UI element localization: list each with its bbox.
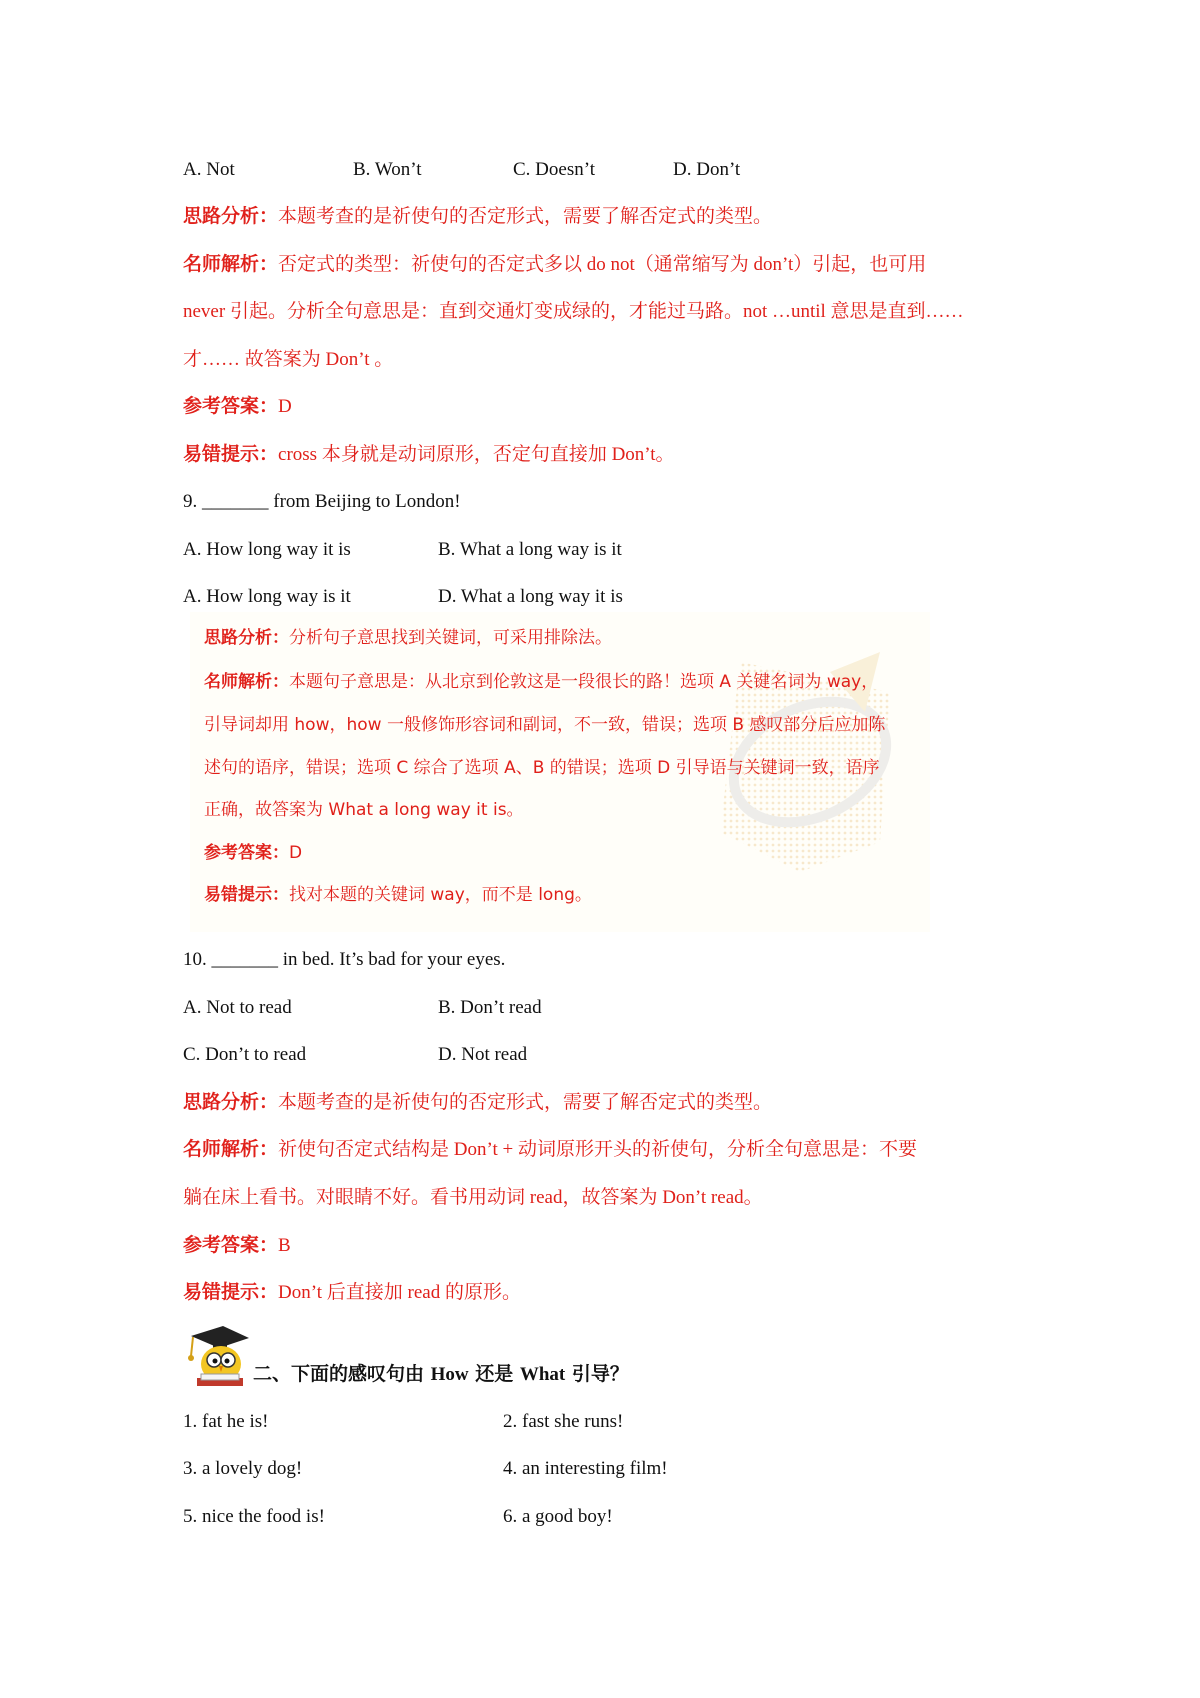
q10-explain-line-2: 躺在床上看书。对眼睛不好。看书用动词 read，故答案为 Don’t read。 bbox=[183, 1187, 763, 1208]
q8-analysis-text: 本题考查的是祈使句的否定形式，需要了解否定式的类型。 bbox=[278, 206, 773, 227]
q9-option-d: D. What a long way it is bbox=[438, 586, 623, 607]
graduation-cap-owl-icon bbox=[183, 1322, 249, 1392]
q10-answer bbox=[183, 1234, 1023, 1258]
q8-answer bbox=[183, 395, 1023, 419]
q9-tip-text: 找对本题的关键词 way，而不是 long。 bbox=[289, 885, 592, 905]
q9-answer-label: 参考答案： bbox=[204, 843, 289, 863]
q10-option-c: C. Don’t to read bbox=[183, 1044, 307, 1065]
q9-option-c: A. How long way is it bbox=[183, 586, 351, 607]
q9-analysis-text: 分析句子意思找到关键词，可采用排除法。 bbox=[289, 628, 612, 648]
q8-explain-line-1: 否定式的类型：祈使句的否定式多以 do not（通常缩写为 don’t）引起，也可用 bbox=[278, 254, 927, 275]
q8-explain-line-2: never 引起。分析全句意思是：直到交通灯变成绿的，才能过马路。not …until 意思是直到…… bbox=[183, 301, 964, 322]
q9-explain bbox=[204, 670, 1044, 694]
q10-answer-label: 参考答案： bbox=[183, 1235, 279, 1256]
q9-answer bbox=[204, 841, 1044, 865]
q10-explain bbox=[183, 1138, 1023, 1162]
section-2-title-middle: 还是 bbox=[468, 1363, 520, 1385]
q10-option-b: B. Don’t read bbox=[438, 997, 542, 1018]
q10-analysis-text: 本题考查的是祈使句的否定形式，需要了解否定式的类型。 bbox=[278, 1092, 773, 1113]
q10-tip-label: 易错提示： bbox=[183, 1282, 279, 1303]
q8-tip bbox=[183, 443, 1023, 467]
q10-analysis-label: 思路分析： bbox=[183, 1092, 279, 1113]
q10-explain-label: 名师解析： bbox=[183, 1139, 279, 1160]
q9-stem: 9. _______ from Beijing to London! bbox=[183, 491, 461, 512]
q8-answer-value: D bbox=[278, 396, 292, 417]
q9-explain-line-2: 引导词却用 how，how 一般修饰形容词和副词，不一致，错误；选项 B 感叹部分后应加陈 bbox=[204, 715, 886, 735]
section-2-row-1 bbox=[183, 1410, 1023, 1434]
section-2-item-5: 5. nice the food is! bbox=[183, 1506, 325, 1527]
section-2-row-2 bbox=[183, 1457, 1023, 1481]
q9-tip bbox=[204, 883, 1044, 907]
q8-analysis-label: 思路分析： bbox=[183, 206, 279, 227]
q9-options-row-1 bbox=[183, 538, 1023, 562]
q8-tip-text: cross 本身就是动词原形，否定句直接加 Don’t。 bbox=[278, 444, 675, 465]
q9-option-b: B. What a long way is it bbox=[438, 539, 622, 560]
q9-tip-label: 易错提示： bbox=[204, 885, 289, 905]
q10-explain-line-1: 祈使句否定式结构是 Don’t + 动词原形开头的祈使句，分析全句意思是：不要 bbox=[278, 1139, 917, 1160]
q8-explain-line-3: 才…… 故答案为 Don’t 。 bbox=[183, 349, 394, 370]
q10-stem: 10. _______ in bed. It’s bad for your eyes. bbox=[183, 949, 506, 970]
q8-option-b: B. Won’t bbox=[353, 159, 422, 180]
q8-tip-label: 易错提示： bbox=[183, 444, 279, 465]
q9-explain-line-3: 述句的语序，错误；选项 C 综合了选项 A、B 的错误；选项 D 引导语与关键词一致，语序 bbox=[204, 758, 880, 778]
q10-option-a: A. Not to read bbox=[183, 997, 292, 1018]
q8-explain bbox=[183, 253, 1023, 277]
section-2-item-3: 3. a lovely dog! bbox=[183, 1458, 303, 1479]
q9-options-row-2 bbox=[183, 585, 1023, 609]
q9-explain-line-1: 本题句子意思是：从北京到伦敦这是一段很长的路！选项 A 关键名词为 way， bbox=[289, 672, 879, 692]
q9-explanation-image bbox=[190, 612, 930, 932]
section-2-item-6: 6. a good boy! bbox=[503, 1506, 613, 1527]
q9-explain-label: 名师解析： bbox=[204, 672, 289, 692]
section-2-row-3 bbox=[183, 1505, 1023, 1529]
q9-analysis bbox=[204, 626, 1044, 650]
section-2-title-prefix: 二、下面的感叹句由 bbox=[253, 1363, 431, 1385]
q8-explain-label: 名师解析： bbox=[183, 254, 279, 275]
section-2-heading bbox=[183, 1322, 883, 1392]
q10-options-row-1 bbox=[183, 996, 1023, 1020]
section-2-item-1: 1. fat he is! bbox=[183, 1411, 269, 1432]
q10-tip bbox=[183, 1281, 1023, 1305]
section-2-title-suffix: 引导？ bbox=[565, 1363, 629, 1385]
q10-tip-text: Don’t 后直接加 read 的原形。 bbox=[278, 1282, 521, 1303]
section-2-item-4: 4. an interesting film! bbox=[503, 1458, 668, 1479]
q9-explain-line-4: 正确，故答案为 What a long way it is。 bbox=[204, 800, 524, 820]
q8-analysis bbox=[183, 205, 1023, 229]
section-2-title-how: How bbox=[430, 1364, 469, 1385]
section-2-title bbox=[253, 1362, 1093, 1387]
q10-options-row-2 bbox=[183, 1043, 1023, 1067]
q8-option-a: A. Not bbox=[183, 159, 235, 180]
q10-option-d: D. Not read bbox=[438, 1044, 528, 1065]
q9-answer-value: D bbox=[289, 843, 303, 863]
q9-option-a: A. How long way it is bbox=[183, 539, 351, 560]
q8-options bbox=[183, 158, 1023, 182]
q8-option-d: D. Don’t bbox=[673, 159, 741, 180]
q8-answer-label: 参考答案： bbox=[183, 396, 279, 417]
q10-answer-value: B bbox=[278, 1235, 291, 1256]
q9-analysis-label: 思路分析： bbox=[204, 628, 289, 648]
section-2-item-2: 2. fast she runs! bbox=[503, 1411, 624, 1432]
q8-option-c: C. Doesn’t bbox=[513, 159, 595, 180]
section-2-title-what: What bbox=[519, 1364, 566, 1385]
q10-analysis bbox=[183, 1091, 1023, 1115]
